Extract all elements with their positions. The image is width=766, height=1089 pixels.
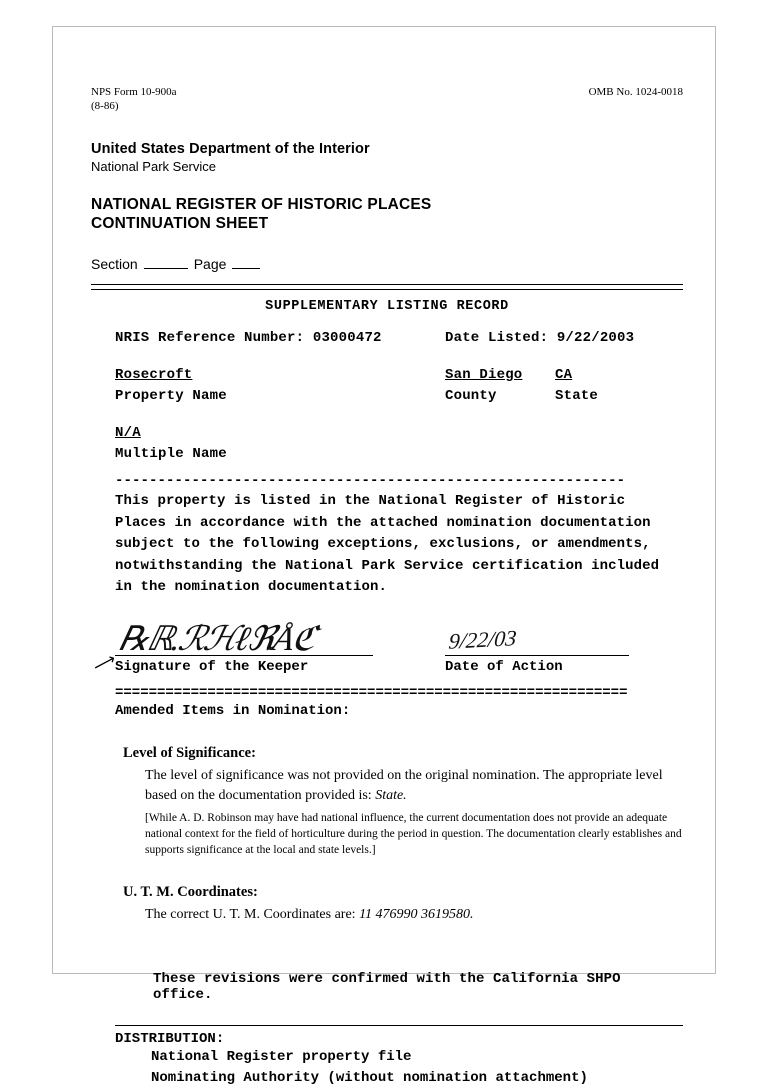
property-block [115,365,683,407]
amended-items-label: Amended Items in Nomination: [115,702,351,719]
date-listed-value: 9/22/2003 [556,330,635,346]
document-title-line1: NATIONAL REGISTER OF HISTORIC PLACES [91,196,432,213]
double-rule-top [91,284,683,290]
document-content [91,85,683,1089]
agency-name: National Park Service [91,159,216,174]
signature-block [90,620,683,681]
section-label: Section [91,256,138,272]
level-of-significance-heading: Level of Significance: [123,744,256,761]
distribution-item: National Register property file [151,1048,412,1065]
nris-value: 03000472 [312,330,382,346]
listing-statement [115,491,683,599]
property-name-label: Property Name [115,388,227,404]
form-number-block [91,85,177,113]
property-name-value: Rosecroft [115,367,193,383]
form-header-row [91,85,683,113]
nris-reference [115,328,445,349]
utm-value: 11 476990 3619580. [359,906,474,922]
utm-text: The correct U. T. M. Coordinates are: [145,906,356,922]
date-rule [445,655,629,656]
listing-statement-line: Places in accordance with the attached nomination documentation [115,514,651,531]
listing-statement-line: notwithstanding the National Park Service certification included [115,557,660,574]
equals-divider: ============================================================= [115,684,628,701]
county-value: San Diego [445,367,523,383]
document-title-line2: CONTINUATION SHEET [91,215,269,232]
listing-statement-line: subject to the following exceptions, exclusions, or amendments, [115,536,651,552]
level-of-significance-body [145,766,683,806]
level-of-significance-note: [While A. D. Robinson may have had national influence, the current documentation does not provide an adequate national context for the field of horticulture during the period in question. The documentation clearly establishes and supports significance at the local and state levels.] [145,811,682,856]
listing-statement-line: in the nomination documentation. [115,579,388,595]
signature-caption: Signature of the Keeper [115,658,309,675]
multiple-name-value: N/A [115,425,141,441]
multiple-name-label: Multiple Name [115,446,227,462]
document-sheet [52,26,716,1086]
date-of-action-handwritten: 9/22/03 [447,624,518,654]
distribution-heading: DISTRIBUTION: [115,1030,225,1047]
keeper-signature-mark: ℞ℝ.ℛℋℓℜÅℭ [114,620,318,658]
level-of-significance-value: State. [375,787,407,803]
date-listed [445,328,634,349]
revisions-note: These revisions were confirmed with the California SHPO office. [153,970,621,1003]
date-listed-label: Date Listed: [445,330,549,346]
property-labels-row [115,386,683,407]
listing-statement-line: This property is listed in the National Register of Historic [115,493,626,509]
dashed-divider: ------------------------------------------------------------ [115,473,626,489]
level-of-significance-text: The level of significance was not provided on the original nomination. The appropriate level based on the documentation provided is: [145,767,663,803]
state-label: State [555,388,599,404]
nris-label: NRIS Reference Number: [115,330,305,346]
form-revision: (8-86) [91,100,119,112]
utm-heading: U. T. M. Coordinates: [123,883,258,900]
signature-rule [115,655,373,656]
nris-row [115,328,683,349]
supplementary-listing-heading: SUPPLEMENTARY LISTING RECORD [265,299,509,314]
state-value: CA [555,367,573,383]
utm-body [145,905,683,925]
section-blank-field[interactable] [144,255,188,269]
county-label: County [445,388,497,404]
page-label: Page [193,256,227,272]
section-page-row [91,255,683,272]
margin-check-mark: ⟶ [90,650,119,676]
omb-number: OMB No. 1024-0018 [588,86,683,98]
distribution-item: Nominating Authority (without nomination attachment) [151,1069,588,1086]
distribution-divider [115,1025,683,1026]
multiple-name-block [115,423,683,465]
page-blank-field[interactable] [232,255,260,269]
date-of-action-caption: Date of Action [445,658,563,675]
department-name: United States Department of the Interior [91,141,370,157]
form-number: NPS Form 10-900a [91,86,177,98]
property-values-row [115,365,683,386]
